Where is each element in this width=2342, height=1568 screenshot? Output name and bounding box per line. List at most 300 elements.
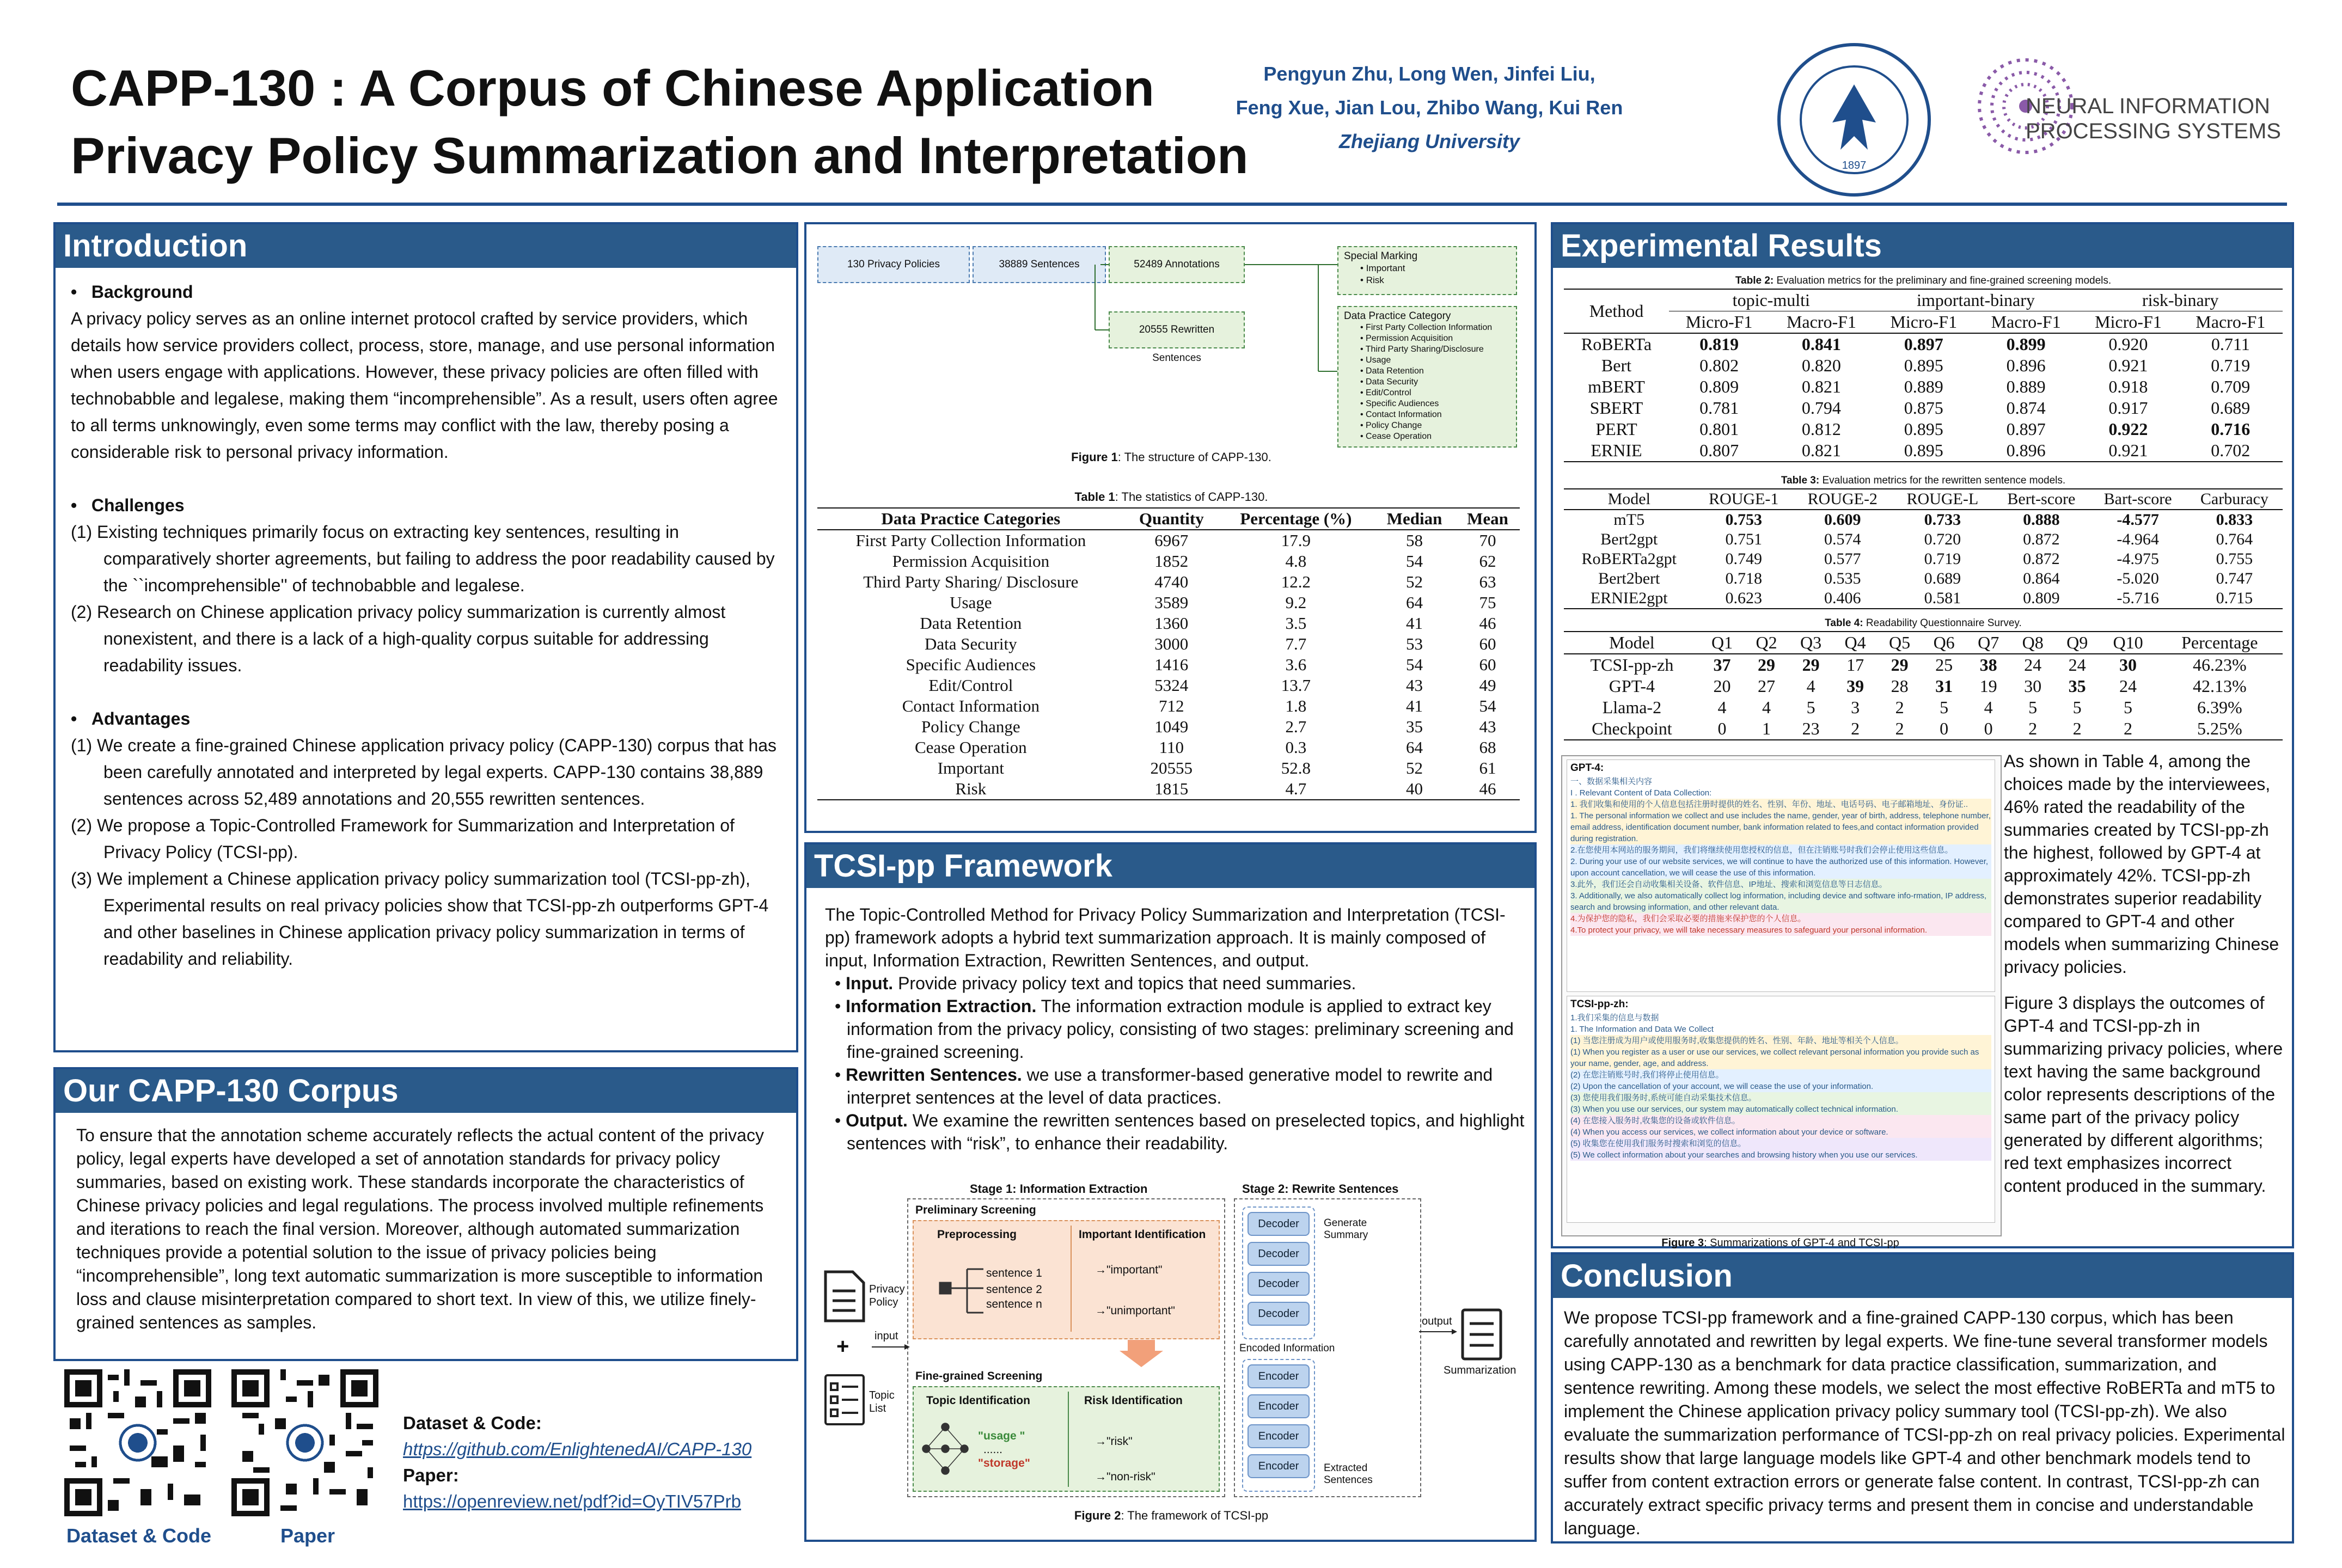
- encoder-block: Encoder: [1248, 1394, 1310, 1418]
- fig3-line: (4) 在您接入服务时,收集您的设备或软件信息。: [1570, 1115, 1991, 1126]
- corpus-panel: [53, 1067, 798, 1361]
- table-cell: 46: [1479, 779, 1496, 798]
- tcsi-heading: TCSI-pp Framework: [806, 844, 1534, 888]
- fig2-network-icon: [921, 1416, 970, 1481]
- table-cell: 46: [1479, 614, 1496, 633]
- table-cell: 64: [1406, 593, 1423, 612]
- tcsi-item-text: Provide privacy policy text and topics that need summaries.: [893, 973, 1356, 993]
- table-cell: Llama-2: [1602, 697, 1662, 717]
- encoder-block: Encoder: [1248, 1364, 1310, 1388]
- fig3-gpt4-lines: [1567, 776, 1995, 936]
- dpc-item: • Contact Information: [1360, 410, 1442, 419]
- fig3-line: (1) 当您注册成为用户或使用服务时,收集您提供的姓名、性别、年龄、地址等相关个人信息。: [1570, 1035, 1991, 1046]
- table-cell: 0.897: [1904, 334, 1943, 354]
- table-cell: 24: [2024, 655, 2042, 675]
- corpus-figure-panel: [804, 222, 1537, 833]
- table-cell: 0.715: [2216, 589, 2253, 607]
- t4-header-cell: Q7: [1978, 633, 1999, 652]
- table-cell: -4.577: [2117, 511, 2159, 529]
- t4-header-cell: Q5: [1889, 633, 1911, 652]
- fig3-line: 1. 我们收集和使用的个人信息包括注册时提供的姓名、性别、年份、地址、电话号码、电子邮箱地址、身份证..: [1570, 799, 1991, 810]
- input-arrow-icon: [872, 1344, 910, 1350]
- fig3-line: 1.我们采集的信息与数据: [1570, 1012, 1991, 1024]
- table-cell: 62: [1479, 552, 1496, 571]
- qr2-caption: Paper: [280, 1524, 335, 1547]
- table-cell: Cease Operation: [914, 738, 1027, 757]
- tcsi-item: • Input. Provide privacy policy text and topics that need summaries.: [835, 973, 1356, 993]
- dpc-item: • Cease Operation: [1360, 432, 1432, 441]
- paper-link[interactable]: https://openreview.net/pdf?id=OyTIV57Prb: [403, 1491, 741, 1511]
- table-cell: 43: [1406, 676, 1423, 695]
- encoder-block: Encoder: [1248, 1454, 1310, 1478]
- table-cell: 0.749: [1725, 550, 1762, 568]
- fig2-privacy-policy: Privacy Policy: [869, 1283, 905, 1308]
- table-cell: 4: [1717, 697, 1727, 717]
- table-cell: 0.889: [2006, 377, 2046, 396]
- tcsi-item-label: Output.: [846, 1111, 908, 1130]
- fig3-line: (3) 您使用我们服务时,系统可能自动采集技术信息。: [1570, 1092, 1991, 1104]
- t2-sub-header: Macro-F1: [1991, 312, 2061, 332]
- table-cell: 9.2: [1285, 593, 1307, 612]
- table-cell: 5: [2124, 697, 2133, 717]
- table-cell: 27: [1758, 676, 1776, 696]
- table-cell: 0: [1984, 719, 1993, 738]
- introduction-panel: [53, 222, 798, 1052]
- table-cell: 39: [1846, 676, 1864, 696]
- fig3-line: (2) 在您注销账号时,我们将停止使用信息。: [1570, 1069, 1991, 1081]
- fig1-connectors: [806, 224, 1536, 453]
- table-cell: 0.716: [2211, 419, 2251, 439]
- tcsi-intro: The Topic-Controlled Method for Privacy Policy Summarization and Interpretation (TCSI-pp) framework adopts a hybrid text summarization approach. It is mainly composed of input, Information Extraction, Rewritten Sentences, and output.: [825, 905, 1506, 970]
- dpc-item: • Specific Audiences: [1360, 399, 1439, 408]
- table-cell: 0.889: [1904, 377, 1943, 396]
- table-cell: -4.964: [2117, 530, 2159, 548]
- table-cell: 3000: [1154, 634, 1189, 653]
- table-cell: Data Security: [925, 634, 1017, 653]
- table-cell: 6.39%: [2197, 697, 2242, 717]
- privacy-policy-document-icon: [823, 1269, 866, 1324]
- table-cell: 54: [1406, 655, 1423, 674]
- table-cell: 0.918: [2108, 377, 2148, 396]
- table-cell: 0.895: [1904, 440, 1943, 460]
- table-cell: 3.5: [1285, 614, 1307, 633]
- special-item: • Risk: [1360, 275, 1384, 285]
- advantage-item: (2) We propose a Topic-Controlled Framework for Summarization and Interpretation of Privacy Policy (TCSI-pp).: [71, 816, 735, 862]
- fig2-caption: Figure 2: The framework of TCSI-pp: [1074, 1509, 1269, 1522]
- table-cell: 60: [1479, 634, 1496, 653]
- t3-header-cell: Model: [1607, 490, 1650, 508]
- table-cell: 0.864: [2023, 569, 2060, 587]
- corpus-heading: Our CAPP-130 Corpus: [56, 1069, 796, 1113]
- table-cell: -5.020: [2117, 569, 2159, 587]
- table-cell: 0.819: [1699, 334, 1739, 354]
- advantage-item: (1) We create a fine-grained Chinese application privacy policy (CAPP-130) corpus that has been carefully annotated and interpreted by legal experts. CAPP-130 contains 38,889 sentences across 52,489 annotations and 20,555 rewritten sentences.: [71, 736, 777, 808]
- header-divider: [57, 203, 2287, 206]
- table-row: [1564, 718, 2283, 740]
- table-cell: 37: [1713, 655, 1731, 675]
- neurips-line-1: NEURAL INFORMATION: [2026, 94, 2270, 118]
- table-cell: 2: [1851, 719, 1860, 738]
- table-cell: 0.689: [1924, 569, 1961, 587]
- fig3-line: 3. Additionally, we also automatically collect log information, including device and software info-rmation, IP address, search and browsing information, and other relevant data.: [1570, 890, 1991, 913]
- table-cell: 35: [1406, 717, 1423, 736]
- tcsi-item: • Output. We examine the rewritten sentences based on preselected topics, and highlight sentences with “risk”, to enhance their readability.: [835, 1111, 1525, 1153]
- table-cell: 29: [1891, 655, 1909, 675]
- table-cell: 6967: [1154, 531, 1189, 550]
- t2-group: risk-binary: [2078, 289, 2283, 311]
- table-cell: TCSI-pp-zh: [1590, 655, 1674, 675]
- fig3-line: 2. During your use of our website services, we will continue to have the authorized use of this information. However, upon account cancellation, we will cease the use of this information.: [1570, 856, 1991, 879]
- table-row: [817, 551, 1520, 572]
- table-cell: mBERT: [1588, 377, 1645, 396]
- dataset-qr-code[interactable]: [64, 1369, 211, 1516]
- fig2-summarization: Summarization: [1444, 1364, 1517, 1376]
- results-discussion: [2004, 750, 2287, 1197]
- table-row: [1564, 697, 2283, 718]
- table-cell: 0.577: [1824, 550, 1861, 568]
- table-row: [1564, 589, 2283, 609]
- table-cell: 46.23%: [2192, 655, 2247, 675]
- t3-header-cell: ROUGE-L: [1906, 490, 1979, 508]
- decoder-block: Decoder: [1248, 1212, 1310, 1236]
- table-cell: 3589: [1154, 593, 1189, 612]
- table-cell: 24: [2119, 676, 2137, 696]
- fig3-line: 1. The Information and Data We Collect: [1570, 1024, 1991, 1035]
- fig1-box-policies: 130 Privacy Policies: [817, 246, 970, 283]
- table-cell: 0.896: [2006, 356, 2046, 375]
- table-cell: 0.917: [2108, 398, 2148, 418]
- fig1-caption: Figure 1: The structure of CAPP-130.: [1071, 450, 1271, 464]
- tcsi-body: [825, 903, 1527, 1155]
- fine-divider: [1068, 1392, 1069, 1487]
- table-cell: 0.921: [2108, 440, 2148, 460]
- t1-header-cell: Percentage (%): [1240, 509, 1352, 528]
- fig2-stage2: Stage 2: Rewrite Sentences: [1242, 1182, 1399, 1196]
- dpc-item: • Policy Change: [1360, 421, 1422, 430]
- table-cell: 4740: [1154, 572, 1189, 591]
- table-cell: 2: [2124, 719, 2133, 738]
- fig3-line: 一、数据采集相关内容: [1570, 776, 1991, 787]
- fig3-line: (1) When you register as a user or use our services, we collect relevant personal information you provide such as your name, gender, age, and address.: [1570, 1046, 1991, 1069]
- table-cell: 0.812: [1801, 419, 1841, 439]
- t2-sub-header: Macro-F1: [1786, 312, 1856, 332]
- table-cell: 1.8: [1285, 696, 1307, 715]
- table-cell: 0.747: [2216, 569, 2253, 587]
- table-cell: 0.888: [2023, 511, 2060, 529]
- t3-header-cell: Bert-score: [2007, 490, 2076, 508]
- dpc-item: • Permission Acquisition: [1360, 334, 1453, 343]
- table-cell: GPT-4: [1609, 676, 1655, 696]
- table-cell: 75: [1479, 593, 1496, 612]
- fig2-sentence-list: sentence 1 sentence 2 sentence n: [986, 1267, 1042, 1310]
- table-cell: 0.535: [1824, 569, 1861, 587]
- table-cell: RoBERTa2gpt: [1581, 550, 1677, 568]
- table-cell: 0.702: [2211, 440, 2251, 460]
- fig3-line: (4) When you access our services, we collect information about your device or software.: [1570, 1126, 1991, 1138]
- tcsi-item-text: The information extraction module is applied to extract key information from the privacy policy, consisting of two stages: preliminary screening and fine-grained screening.: [847, 996, 1514, 1062]
- table-cell: 19: [1979, 676, 1997, 696]
- fig2-fine: Fine-grained Screening: [915, 1370, 1043, 1382]
- table-cell: 13.7: [1281, 676, 1311, 695]
- table-cell: 20: [1713, 676, 1731, 696]
- table-cell: 2: [2028, 719, 2038, 738]
- fig2-tree-icon: [937, 1258, 992, 1324]
- t2-group: important-binary: [1874, 289, 2078, 311]
- table-cell: SBERT: [1589, 398, 1643, 418]
- table-row: [817, 758, 1520, 779]
- fig3-gpt4-box: [1567, 759, 1995, 992]
- t4-header-cell: Q3: [1800, 633, 1822, 652]
- table-cell: 23: [1802, 719, 1820, 738]
- table-cell: 0.719: [1924, 550, 1961, 568]
- dpc-title: Data Practice Category: [1344, 310, 1451, 322]
- fig2-usage: "usage ": [978, 1430, 1025, 1442]
- fig3-line: 4.To protect your privacy, we will take necessary measures to safeguard your personal information.: [1570, 924, 1991, 936]
- tcsi-item: • Rewritten Sentences. we use a transformer-based generative model to rewrite and interpret sentences at the level of data practices.: [835, 1065, 1493, 1107]
- fig2-plus: +: [836, 1334, 849, 1358]
- encoder-block: Encoder: [1248, 1424, 1310, 1448]
- dpc-item: • Data Security: [1360, 377, 1418, 387]
- results-para-1: As shown in Table 4, among the choices made by the interviewees, 46% rated the readability of the summaries created by TCSI-pp-zh the highest, followed by GPT-4 at approximately 42%. TCSI-pp-zh demonstrates superior readability compared to GPT-4 and other models when summarizing Chinese privacy policies.: [2004, 751, 2279, 977]
- fig1-box-rewritten: 20555 Rewritten Sentences: [1109, 311, 1245, 348]
- table-cell: 0.719: [2211, 356, 2251, 375]
- table-cell: 0.574: [1824, 530, 1861, 548]
- table4: [1564, 631, 2283, 740]
- fig2-topic-ident: Topic Identification: [926, 1394, 1030, 1407]
- table-cell: 63: [1479, 572, 1496, 591]
- t2-sub-header: Micro-F1: [1685, 312, 1753, 332]
- table-cell: -4.975: [2117, 550, 2159, 568]
- fig2-risk: →"risk": [1095, 1435, 1133, 1448]
- tcsi-item-text: We examine the rewritten sentences based on preselected topics, and highlight sentences with “risk”, to enhance their readability.: [847, 1111, 1525, 1153]
- table-row: [817, 779, 1520, 800]
- fig1-box-sentences: 38889 Sentences: [973, 246, 1106, 283]
- table-cell: ERNIE: [1591, 440, 1642, 460]
- tcsi-item-text: we use a transformer-based generative model to rewrite and interpret sentences at the level of data practices.: [847, 1065, 1493, 1107]
- table3: [1564, 488, 2283, 609]
- t1-header-cell: Quantity: [1139, 509, 1204, 528]
- table-cell: 31: [1935, 676, 1953, 696]
- corpus-text: To ensure that the annotation scheme accurately reflects the actual content of the privacy policy, legal experts have developed a set of annotation standards for privacy policy summaries, based on existing work. These standards incorporate the characteristics of Chinese privacy policies and legal regulations. The process involved multiple refinements and iterations to reach the final version. Moreover, although automated summarization techniques provide a potential solution to the issue of privacy policies being “incomprehensible”, long text automatic summarization is more susceptible to information loss and clause misinterpretation compared to short text. In view of this, we utilize finely-grained sentences as samples.: [76, 1125, 764, 1332]
- table-cell: Bert2bert: [1598, 569, 1660, 587]
- table-cell: 0.874: [2006, 398, 2046, 418]
- t2-sub-header: Micro-F1: [1890, 312, 1958, 332]
- table-cell: 0.897: [2006, 419, 2046, 439]
- t3-header-cell: Carburacy: [2200, 490, 2268, 508]
- table-cell: Policy Change: [921, 717, 1020, 736]
- table-row: [1564, 510, 2283, 530]
- table-cell: 24: [2068, 655, 2086, 675]
- paper-qr-code[interactable]: [231, 1369, 378, 1516]
- fig3-line: 2.在您使用本网站的服务期间，我们将继续使用您授权的信息，但在注销账号时我们会停止使用这些信息。: [1570, 844, 1991, 856]
- table-cell: 0.872: [2023, 550, 2060, 568]
- dpc-item: • First Party Collection Information: [1360, 323, 1493, 332]
- t3-header-cell: Bart-score: [2103, 490, 2172, 508]
- table-cell: 0.922: [2108, 419, 2148, 439]
- t4-header-cell: Q8: [2022, 633, 2044, 652]
- table2: [1564, 289, 2283, 462]
- table-cell: -5.716: [2117, 589, 2159, 607]
- table-cell: 1815: [1154, 779, 1189, 798]
- tcsi-items: [825, 972, 1527, 1155]
- table-cell: 29: [1758, 655, 1776, 675]
- table-cell: 20555: [1150, 758, 1193, 777]
- authors-line-2: Feng Xue, Jian Lou, Zhibo Wang, Kui Ren: [1236, 96, 1623, 119]
- table-cell: ERNIE2gpt: [1590, 589, 1668, 607]
- table-cell: 5324: [1154, 676, 1189, 695]
- table-cell: 4: [1984, 697, 1993, 717]
- table-cell: 42.13%: [2192, 676, 2247, 696]
- t4-header-cell: Q2: [1756, 633, 1777, 652]
- table-cell: 1049: [1154, 717, 1189, 736]
- table-cell: 29: [1802, 655, 1820, 675]
- t2-sub-header: Macro-F1: [2196, 312, 2266, 332]
- table-cell: 68: [1479, 738, 1496, 757]
- table-cell: 712: [1159, 696, 1184, 715]
- table-row: [817, 613, 1520, 634]
- table-cell: Edit/Control: [928, 676, 1013, 695]
- table-cell: 53: [1406, 634, 1423, 653]
- topic-list-icon: [823, 1373, 866, 1427]
- fig2-storage: "storage": [978, 1457, 1030, 1469]
- table-cell: 0: [1940, 719, 1949, 738]
- table-row: [1564, 549, 2283, 569]
- table-row: [817, 675, 1520, 696]
- fig2-stage1: Stage 1: Information Extraction: [970, 1182, 1148, 1196]
- conclusion-heading: Conclusion: [1553, 1254, 2292, 1298]
- t4-header-cell: Model: [1609, 633, 1655, 652]
- table-cell: 0.841: [1801, 334, 1841, 354]
- table-cell: 0.609: [1824, 511, 1861, 529]
- fig2-encoded-info: Encoded Information: [1239, 1343, 1335, 1354]
- table-cell: Usage: [950, 593, 992, 612]
- introduction-heading: Introduction: [56, 224, 796, 268]
- table-cell: 4: [1762, 697, 1771, 717]
- t1-header-cell: Median: [1386, 509, 1442, 528]
- table-cell: 41: [1406, 614, 1423, 633]
- table-cell: 0.689: [2211, 398, 2251, 418]
- fig2-dots: ......: [983, 1443, 1003, 1456]
- t2-method-header: Method: [1589, 301, 1644, 321]
- conclusion-panel: [1551, 1252, 2294, 1543]
- table-cell: 2: [2072, 719, 2082, 738]
- table-row: [1564, 654, 2283, 676]
- fig2-topic-list: Topic List: [869, 1389, 895, 1414]
- table-cell: 0.833: [2216, 511, 2253, 529]
- table-cell: 0.794: [1801, 398, 1841, 418]
- prelim-divider: [1071, 1226, 1072, 1332]
- tcsi-item-label: Input.: [846, 973, 894, 993]
- dpc-item: • Third Party Sharing/Disclosure: [1360, 345, 1484, 354]
- table-cell: 0: [1717, 719, 1727, 738]
- table-cell: 43: [1479, 717, 1496, 736]
- authors-line-1: Pengyun Zhu, Long Wen, Jinfei Liu,: [1263, 63, 1595, 85]
- dpc-item: • Data Retention: [1360, 366, 1424, 376]
- table-cell: Specific Audiences: [906, 655, 1036, 674]
- tcsi-item-label: Rewritten Sentences.: [846, 1065, 1022, 1085]
- table-cell: 49: [1479, 676, 1496, 695]
- table-cell: 0.821: [1801, 377, 1841, 396]
- fig2-imp-ident: Important Identification: [1079, 1228, 1206, 1241]
- table-cell: 25: [1935, 655, 1953, 675]
- table-cell: 1360: [1154, 614, 1189, 633]
- fig3-tcsi-lines: [1567, 1012, 1995, 1161]
- t1-header-cell: Data Practice Categories: [881, 509, 1061, 528]
- table-cell: 61: [1479, 758, 1496, 777]
- table1-caption: Table 1: The statistics of CAPP-130.: [1074, 490, 1268, 504]
- table-cell: 0.921: [2108, 356, 2148, 375]
- table-cell: 0.709: [2211, 377, 2251, 396]
- conclusion-text: We propose TCSI-pp framework and a fine-grained CAPP-130 corpus, which has been carefully annotated and rewritten by legal experts. We fine-tune several transformer models using CAPP-130 as a benchmark for data practice classification, summarization, and sentence rewriting. Among these models, we select the most effective RoBERTa and mT5 to implement the Chinese application privacy policy summary tool (TCSI-pp-zh). We also evaluate the summarization performance of TCSI-pp-zh on real privacy policies. Experimental results show that large language models like GPT-4 and other benchmark models tend to suffer from content extraction errors or generate false content. In contrast, TCSI-pp-zh can accurately extract specific privacy terms and present them in concise and understandable language.: [1564, 1308, 2285, 1538]
- summarization-document-icon: [1460, 1307, 1503, 1362]
- advantages-heading: • Advantages: [71, 709, 191, 728]
- fig3-caption: Figure 3: Summarizations of GPT-4 and TCSI-pp: [1661, 1237, 1899, 1249]
- fig3-line: 4.为保护您的隐私，我们会采取必要的措施来保护您的个人信息。: [1570, 913, 1991, 924]
- table-row: [1564, 676, 2283, 697]
- table-cell: 0.809: [2023, 589, 2060, 607]
- table-cell: 4.8: [1285, 552, 1307, 571]
- svg-text:1897: 1897: [1842, 160, 1867, 171]
- table-cell: Bert: [1601, 356, 1632, 375]
- table-cell: Checkpoint: [1592, 719, 1672, 738]
- table-cell: PERT: [1595, 419, 1637, 439]
- fig2-risk-ident: Risk Identification: [1084, 1394, 1183, 1407]
- table-cell: 5: [1806, 697, 1815, 717]
- t4-header-cell: Q9: [2066, 633, 2088, 652]
- table-cell: Bert2gpt: [1600, 530, 1658, 548]
- table-cell: 1: [1762, 719, 1771, 738]
- table-row: [1564, 397, 2283, 419]
- table-cell: RoBERTa: [1581, 334, 1652, 354]
- table-cell: 0.581: [1924, 589, 1961, 607]
- table-cell: 4: [1806, 676, 1815, 696]
- results-heading: Experimental Results: [1553, 224, 2292, 268]
- table-cell: 2: [1895, 719, 1904, 738]
- table-cell: 54: [1479, 696, 1496, 715]
- table-cell: 3.6: [1285, 655, 1307, 674]
- t4-header-cell: Q6: [1933, 633, 1955, 652]
- qr1-caption: Dataset & Code: [66, 1524, 212, 1547]
- table-cell: 38: [1979, 655, 1997, 675]
- table-cell: 0.720: [1924, 530, 1961, 548]
- table-cell: 0.733: [1924, 511, 1961, 529]
- table-cell: 64: [1406, 738, 1423, 757]
- fig3-line: 3.此外，我们还会自动收集相关设备、软件信息、IP地址、搜索和浏览信息等日志信息。: [1570, 879, 1991, 890]
- table-cell: 0.406: [1824, 589, 1861, 607]
- table-cell: 0.781: [1699, 398, 1739, 418]
- table-cell: 58: [1406, 531, 1423, 550]
- decoder-block: Decoder: [1248, 1302, 1310, 1326]
- dataset-link[interactable]: https://github.com/EnlightenedAI/CAPP-130: [403, 1439, 752, 1459]
- table-cell: Important: [937, 758, 1004, 777]
- table-cell: 0.899: [2006, 334, 2046, 354]
- links-block: [403, 1410, 751, 1515]
- tcsi-item-label: Information Extraction.: [846, 996, 1037, 1016]
- table-row: [1564, 419, 2283, 440]
- t3-header-cell: ROUGE-2: [1807, 490, 1878, 508]
- table-row: [817, 530, 1520, 551]
- table-cell: 4.7: [1285, 779, 1307, 798]
- t3-header-cell: ROUGE-1: [1709, 490, 1779, 508]
- fig2-important: →"important": [1095, 1264, 1163, 1276]
- fig3-line: I . Relevant Content of Data Collection:: [1570, 787, 1991, 799]
- table-cell: 2: [1895, 697, 1904, 717]
- fig2-unimportant: →"unimportant": [1095, 1304, 1175, 1317]
- table-cell: Third Party Sharing/ Disclosure: [863, 572, 1079, 591]
- dpc-item: • Usage: [1360, 356, 1391, 365]
- fig1-box-annotations: 52489 Annotations: [1109, 246, 1245, 283]
- table-cell: Permission Acquisition: [892, 552, 1050, 571]
